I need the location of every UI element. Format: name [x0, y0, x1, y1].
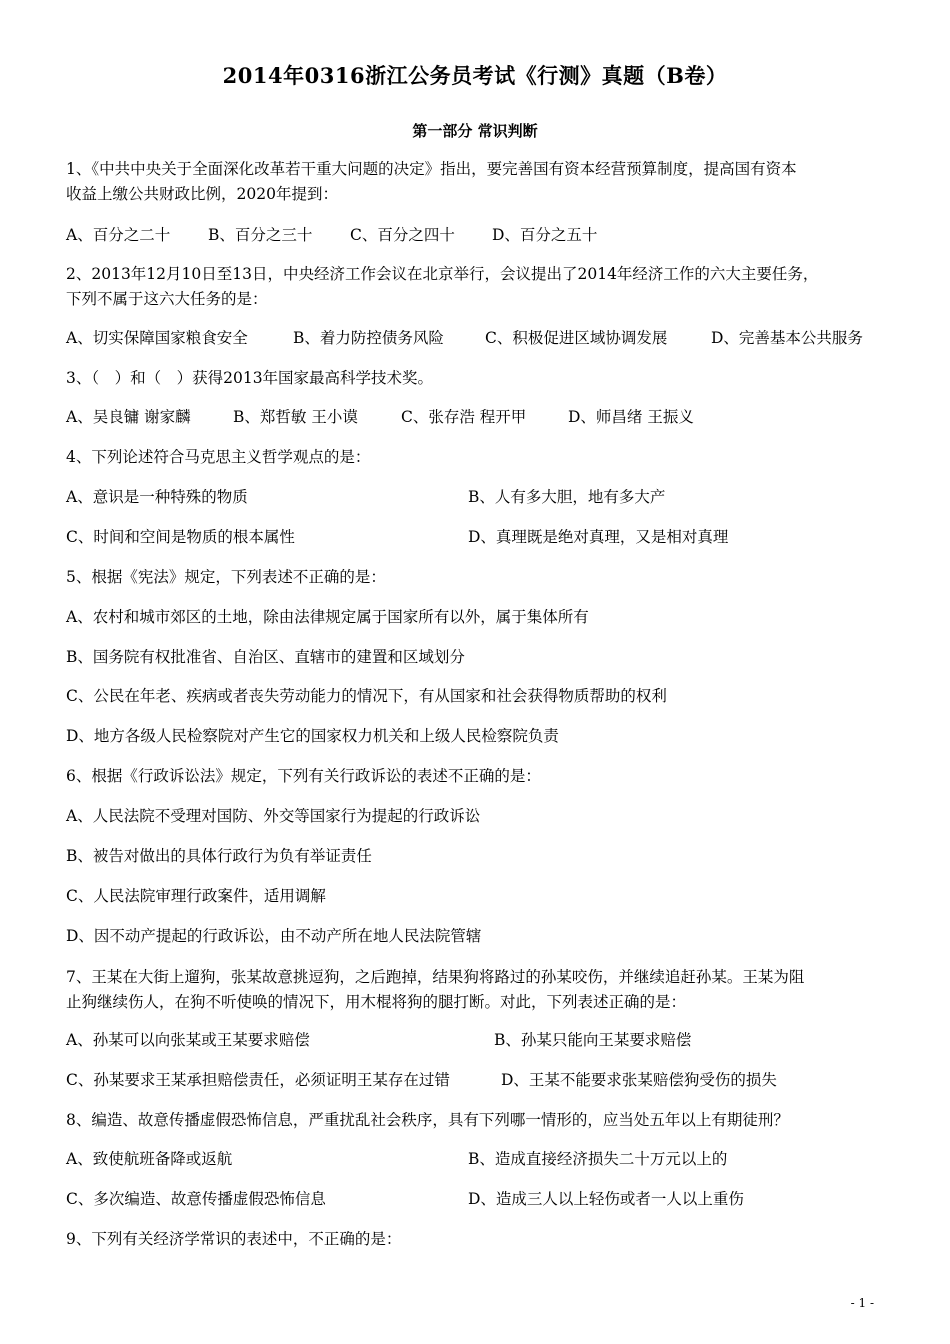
question-3-stem: 3、（ ）和（ ）获得2013年国家最高科学技术奖。: [66, 369, 434, 387]
question-3-option-d: D、师昌绪 王振义: [568, 408, 694, 426]
question-4-stem: 4、下列论述符合马克思主义哲学观点的是：: [66, 448, 371, 466]
question-6-stem: 6、根据《行政诉讼法》规定，下列有关行政诉讼的表述不正确的是：: [66, 767, 541, 785]
question-4-option-a: A、意识是一种特殊的物质: [66, 488, 248, 506]
question-9-stem: 9、下列有关经济学常识的表述中，不正确的是：: [66, 1230, 402, 1248]
question-6-option-b: B、被告对做出的具体行政行为负有举证责任: [66, 847, 372, 865]
question-7-option-d: D、王某不能要求张某赔偿狗受伤的损失: [501, 1071, 777, 1089]
question-1-option-a: A、百分之二十: [66, 226, 171, 244]
question-8-stem: 8、编造、故意传播虚假恐怖信息，严重扰乱社会秩序，具有下列哪一情形的，应当处五年以上有期徒刑？: [66, 1111, 789, 1129]
question-3-option-c: C、张存浩 程开甲: [401, 408, 527, 426]
question-6-option-d: D、因不动产提起的行政诉讼，由不动产所在地人民法院管辖: [66, 927, 482, 945]
question-2-stem-line1: 2、2013年12月10日至13日，中央经济工作会议在北京举行，会议提出了2014年经济工作的六大主要任务，: [66, 265, 819, 283]
question-5-option-a: A、农村和城市郊区的土地，除由法律规定属于国家所有以外，属于集体所有: [66, 608, 589, 626]
question-7-option-c: C、孙某要求王某承担赔偿责任，必须证明王某存在过错: [66, 1071, 450, 1089]
question-4-option-d: D、真理既是绝对真理，又是相对真理: [468, 528, 729, 546]
question-4-option-c: C、时间和空间是物质的根本属性: [66, 528, 295, 546]
question-1-stem-line2: 收益上缴公共财政比例，2020年提到：: [66, 185, 338, 203]
question-8-option-d: D、造成三人以上轻伤或者一人以上重伤: [468, 1190, 744, 1208]
question-7-stem-line2: 止狗继续伤人，在狗不听使唤的情况下，用木棍将狗的腿打断。对此，下列表述正确的是：: [66, 993, 687, 1011]
question-5-stem: 5、根据《宪法》规定，下列表述不正确的是：: [66, 568, 386, 586]
question-8-option-c: C、多次编造、故意传播虚假恐怖信息: [66, 1190, 326, 1208]
question-3-option-b: B、郑哲敏 王小谟: [233, 408, 358, 426]
question-1-option-c: C、百分之四十: [350, 226, 455, 244]
question-5-option-c: C、公民在年老、疾病或者丧失劳动能力的情况下，有从国家和社会获得物质帮助的权利: [66, 687, 667, 705]
page-number: - 1 -: [850, 1296, 874, 1310]
question-2-option-b: B、着力防控债务风险: [293, 329, 444, 347]
question-4-option-b: B、人有多大胆，地有多大产: [468, 488, 666, 506]
question-7-stem-line1: 7、王某在大街上遛狗，张某故意挑逗狗，之后跑掉，结果狗将路过的孙某咬伤，并继续追赶孙某。王某为阻: [66, 968, 805, 986]
question-3-option-a: A、吴良镛 谢家麟: [66, 408, 191, 426]
question-2-option-d: D、完善基本公共服务: [711, 329, 863, 347]
question-2-stem-line2: 下列不属于这六大任务的是：: [66, 290, 268, 308]
question-2-option-a: A、切实保障国家粮食安全: [66, 329, 248, 347]
question-8-option-b: B、造成直接经济损失二十万元以上的: [468, 1150, 728, 1168]
question-2-option-c: C、积极促进区域协调发展: [485, 329, 668, 347]
question-1-option-d: D、百分之五十: [492, 226, 598, 244]
question-6-option-c: C、人民法院审理行政案件，适用调解: [66, 887, 326, 905]
question-5-option-b: B、国务院有权批准省、自治区、直辖市的建置和区域划分: [66, 648, 465, 666]
question-1-stem-line1: 1、《中共中央关于全面深化改革若干重大问题的决定》指出，要完善国有资本经营预算制度，提高国有资本: [66, 160, 797, 178]
document-title: 2014年0316浙江公务员考试《行测》真题（B卷）: [222, 63, 728, 88]
question-6-option-a: A、人民法院不受理对国防、外交等国家行为提起的行政诉讼: [66, 807, 481, 825]
question-1-option-b: B、百分之三十: [208, 226, 313, 244]
question-5-option-d: D、地方各级人民检察院对产生它的国家权力机关和上级人民检察院负责: [66, 727, 559, 745]
question-7-option-b: B、孙某只能向王某要求赔偿: [494, 1031, 692, 1049]
section-heading: 第一部分 常识判断: [412, 122, 538, 140]
question-7-option-a: A、孙某可以向张某或王某要求赔偿: [66, 1031, 310, 1049]
question-8-option-a: A、致使航班备降或返航: [66, 1150, 233, 1168]
